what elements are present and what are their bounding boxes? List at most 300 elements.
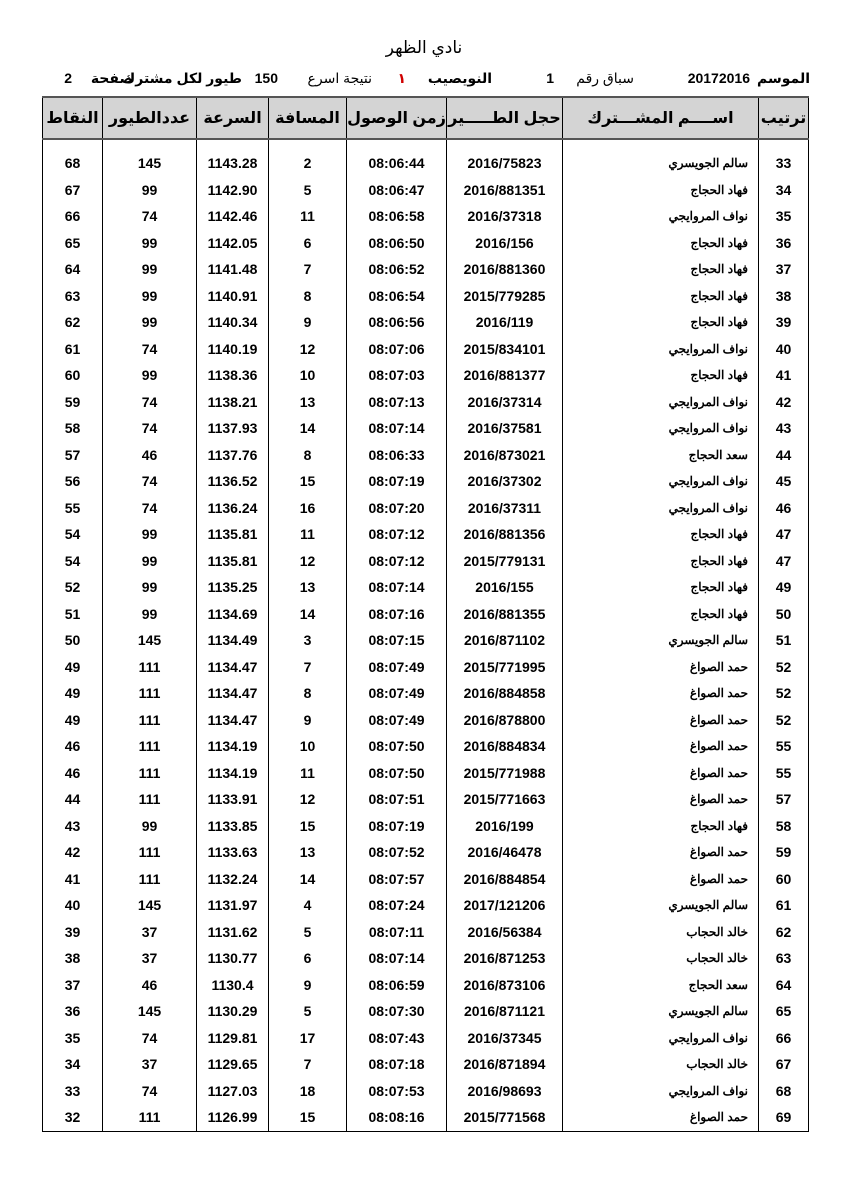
table-row [43,839,809,866]
cell-speed: 1133.91 [197,786,269,813]
cell-distance: 3 [269,627,347,654]
cell-speed: 1136.52 [197,468,269,495]
cell-rank: 57 [759,786,809,813]
table-row [43,627,809,654]
cell-ring: 2017/121206 [447,892,563,919]
cell-distance: 2 [269,139,347,177]
col-time: زمن الوصول [347,97,447,139]
cell-name: حمد الصواغ [563,733,759,760]
table-row [43,309,809,336]
table-row [43,283,809,310]
cell-points: 56 [43,468,103,495]
table-row [43,362,809,389]
cell-name: حمد الصواغ [563,839,759,866]
cell-speed: 1135.25 [197,574,269,601]
table-row [43,786,809,813]
cell-speed: 1129.65 [197,1051,269,1078]
table-row [43,495,809,522]
cell-points: 50 [43,627,103,654]
table-row [43,1104,809,1131]
cell-speed: 1140.91 [197,283,269,310]
col-rank: ترتيب [759,97,809,139]
cell-ring: 2016/37314 [447,389,563,416]
cell-name: فهاد الحجاج [563,230,759,257]
cell-rank: 63 [759,945,809,972]
cell-name: حمد الصواغ [563,707,759,734]
cell-speed: 1134.19 [197,760,269,787]
cell-speed: 1138.36 [197,362,269,389]
cell-birds: 99 [103,521,197,548]
cell-ring: 2016/884834 [447,733,563,760]
cell-name: فهاد الحجاج [563,574,759,601]
cell-time: 08:07:19 [347,813,447,840]
cell-birds: 111 [103,680,197,707]
cell-time: 08:06:50 [347,230,447,257]
cell-ring: 2015/834101 [447,336,563,363]
cell-distance: 15 [269,468,347,495]
cell-name: فهاد الحجاج [563,177,759,204]
cell-speed: 1142.90 [197,177,269,204]
cell-rank: 42 [759,389,809,416]
cell-name: فهاد الحجاج [563,601,759,628]
race-number: 1 [546,70,554,86]
cell-points: 41 [43,866,103,893]
cell-distance: 12 [269,336,347,363]
cell-name: سعد الحجاج [563,442,759,469]
cell-ring: 2016/871894 [447,1051,563,1078]
cell-time: 08:08:16 [347,1104,447,1131]
results-table [42,96,809,1132]
cell-birds: 37 [103,919,197,946]
cell-ring: 2016/37581 [447,415,563,442]
table-row [43,707,809,734]
cell-time: 08:07:49 [347,707,447,734]
cell-name: سالم الجويسري [563,998,759,1025]
col-distance: المسافة [269,97,347,139]
cell-points: 59 [43,389,103,416]
club-title: نادي الظهر [385,38,463,57]
cell-ring: 2016/881360 [447,256,563,283]
cell-ring: 2016/46478 [447,839,563,866]
cell-name: حمد الصواغ [563,866,759,893]
cell-distance: 11 [269,521,347,548]
cell-speed: 1132.24 [197,866,269,893]
cell-name: فهاد الحجاج [563,309,759,336]
cell-ring: 2016/871102 [447,627,563,654]
table-row [43,389,809,416]
cell-name: نواف المروايجي [563,1025,759,1052]
table-row [43,813,809,840]
cell-rank: 51 [759,627,809,654]
cell-name: خالد الحجاب [563,919,759,946]
cell-time: 08:07:15 [347,627,447,654]
cell-birds: 111 [103,733,197,760]
cell-birds: 99 [103,548,197,575]
header-row [43,97,809,139]
cell-rank: 67 [759,1051,809,1078]
cell-distance: 5 [269,998,347,1025]
cell-speed: 1141.48 [197,256,269,283]
cell-time: 08:06:59 [347,972,447,999]
cell-time: 08:07:14 [347,574,447,601]
cell-rank: 68 [759,1078,809,1105]
cell-rank: 33 [759,139,809,177]
cell-birds: 99 [103,309,197,336]
cell-ring: 2016/871253 [447,945,563,972]
cell-name: حمد الصواغ [563,680,759,707]
cell-distance: 8 [269,442,347,469]
cell-time: 08:06:54 [347,283,447,310]
table-row [43,468,809,495]
cell-speed: 1133.63 [197,839,269,866]
cell-rank: 69 [759,1104,809,1131]
cell-birds: 111 [103,866,197,893]
table-row [43,1078,809,1105]
table-row [43,892,809,919]
cell-speed: 1140.19 [197,336,269,363]
result-count: 150 [254,70,278,86]
cell-name: حمد الصواغ [563,1104,759,1131]
cell-rank: 35 [759,203,809,230]
page-label: صفحة [90,70,133,86]
cell-ring: 2016/37318 [447,203,563,230]
cell-name: فهاد الحجاج [563,256,759,283]
cell-points: 38 [43,945,103,972]
cell-time: 08:06:58 [347,203,447,230]
cell-name: سالم الجويسري [563,892,759,919]
table-row [43,336,809,363]
cell-distance: 11 [269,203,347,230]
cell-rank: 52 [759,654,809,681]
cell-ring: 2016/881355 [447,601,563,628]
cell-speed: 1135.81 [197,521,269,548]
cell-ring: 2016/881351 [447,177,563,204]
cell-birds: 111 [103,707,197,734]
cell-birds: 145 [103,892,197,919]
cell-time: 08:07:30 [347,998,447,1025]
table-row [43,972,809,999]
cell-time: 08:07:12 [347,521,447,548]
cell-distance: 9 [269,972,347,999]
cell-ring: 2016/75823 [447,139,563,177]
cell-points: 63 [43,283,103,310]
cell-rank: 52 [759,707,809,734]
cell-points: 55 [43,495,103,522]
location-mark: ١ [397,70,406,86]
cell-time: 08:07:06 [347,336,447,363]
cell-ring: 2016/56384 [447,919,563,946]
cell-distance: 13 [269,574,347,601]
cell-speed: 1136.24 [197,495,269,522]
cell-birds: 74 [103,1025,197,1052]
cell-distance: 13 [269,389,347,416]
cell-rank: 58 [759,813,809,840]
cell-name: فهاد الحجاج [563,548,759,575]
cell-distance: 7 [269,654,347,681]
cell-birds: 145 [103,998,197,1025]
cell-name: فهاد الحجاج [563,283,759,310]
cell-name: سالم الجويسري [563,627,759,654]
cell-rank: 44 [759,442,809,469]
table-row [43,998,809,1025]
cell-distance: 5 [269,177,347,204]
cell-distance: 15 [269,813,347,840]
cell-ring: 2016/37345 [447,1025,563,1052]
cell-ring: 2016/37311 [447,495,563,522]
cell-rank: 37 [759,256,809,283]
cell-birds: 46 [103,442,197,469]
cell-ring: 2016/878800 [447,707,563,734]
cell-speed: 1134.19 [197,733,269,760]
table-row [43,760,809,787]
cell-rank: 47 [759,521,809,548]
cell-rank: 59 [759,839,809,866]
cell-name: خالد الحجاب [563,945,759,972]
cell-distance: 7 [269,256,347,283]
cell-birds: 111 [103,839,197,866]
cell-speed: 1126.99 [197,1104,269,1131]
cell-time: 08:07:43 [347,1025,447,1052]
cell-time: 08:07:49 [347,654,447,681]
table-row [43,139,809,177]
cell-points: 49 [43,707,103,734]
cell-birds: 74 [103,1078,197,1105]
cell-points: 60 [43,362,103,389]
cell-time: 08:07:19 [347,468,447,495]
cell-name: نواف المروايجي [563,415,759,442]
cell-time: 08:07:16 [347,601,447,628]
cell-time: 08:06:56 [347,309,447,336]
cell-speed: 1131.97 [197,892,269,919]
cell-points: 49 [43,654,103,681]
cell-points: 40 [43,892,103,919]
cell-time: 08:07:20 [347,495,447,522]
cell-time: 08:07:24 [347,892,447,919]
cell-speed: 1130.77 [197,945,269,972]
table-row [43,1025,809,1052]
cell-rank: 62 [759,919,809,946]
cell-name: حمد الصواغ [563,786,759,813]
race-info-line [50,70,810,92]
cell-speed: 1140.34 [197,309,269,336]
cell-speed: 1134.47 [197,654,269,681]
cell-ring: 2016/873021 [447,442,563,469]
cell-rank: 46 [759,495,809,522]
cell-birds: 74 [103,389,197,416]
per-member-label: طيور لكل مشترك [122,70,242,86]
cell-time: 08:07:53 [347,1078,447,1105]
cell-ring: 2016/884858 [447,680,563,707]
cell-points: 68 [43,139,103,177]
cell-birds: 74 [103,495,197,522]
cell-birds: 99 [103,256,197,283]
cell-name: فهاد الحجاج [563,813,759,840]
cell-ring: 2016/119 [447,309,563,336]
cell-birds: 145 [103,627,197,654]
cell-speed: 1143.28 [197,139,269,177]
cell-time: 08:07:13 [347,389,447,416]
cell-distance: 16 [269,495,347,522]
cell-speed: 1134.47 [197,707,269,734]
table-row [43,866,809,893]
cell-points: 66 [43,203,103,230]
cell-time: 08:07:03 [347,362,447,389]
cell-ring: 2016/156 [447,230,563,257]
cell-name: نواف المروايجي [563,336,759,363]
cell-distance: 17 [269,1025,347,1052]
cell-distance: 14 [269,866,347,893]
cell-speed: 1134.69 [197,601,269,628]
cell-ring: 2015/771568 [447,1104,563,1131]
cell-time: 08:07:51 [347,786,447,813]
location: النويصيب [427,70,492,86]
cell-points: 52 [43,574,103,601]
cell-distance: 9 [269,707,347,734]
cell-birds: 37 [103,945,197,972]
cell-name: خالد الحجاب [563,1051,759,1078]
table-row [43,230,809,257]
table-row [43,203,809,230]
table-row [43,256,809,283]
cell-birds: 99 [103,574,197,601]
cell-ring: 2016/873106 [447,972,563,999]
cell-time: 08:07:52 [347,839,447,866]
cell-points: 58 [43,415,103,442]
cell-rank: 60 [759,866,809,893]
cell-points: 49 [43,680,103,707]
cell-speed: 1130.4 [197,972,269,999]
table-row [43,919,809,946]
cell-points: 54 [43,521,103,548]
cell-distance: 8 [269,680,347,707]
cell-points: 35 [43,1025,103,1052]
col-speed: السرعة [197,97,269,139]
table-row [43,601,809,628]
cell-points: 39 [43,919,103,946]
cell-name: سعد الحجاج [563,972,759,999]
col-ring: حجل الطـــــير [447,97,563,139]
cell-distance: 5 [269,919,347,946]
cell-ring: 2015/771988 [447,760,563,787]
cell-birds: 99 [103,230,197,257]
cell-ring: 2016/199 [447,813,563,840]
cell-ring: 2016/881356 [447,521,563,548]
cell-points: 61 [43,336,103,363]
result-label: نتيجة اسرع [307,70,372,86]
cell-distance: 10 [269,733,347,760]
cell-birds: 111 [103,1104,197,1131]
cell-points: 33 [43,1078,103,1105]
cell-ring: 2016/98693 [447,1078,563,1105]
cell-rank: 65 [759,998,809,1025]
cell-time: 08:07:49 [347,680,447,707]
cell-time: 08:07:11 [347,919,447,946]
cell-ring: 2016/155 [447,574,563,601]
cell-time: 08:06:52 [347,256,447,283]
cell-speed: 1131.62 [197,919,269,946]
cell-speed: 1127.03 [197,1078,269,1105]
col-points: النقاط [43,97,103,139]
cell-points: 36 [43,998,103,1025]
cell-rank: 45 [759,468,809,495]
cell-rank: 61 [759,892,809,919]
cell-ring: 2015/771663 [447,786,563,813]
col-birds: عددالطيور [103,97,197,139]
cell-distance: 11 [269,760,347,787]
cell-rank: 41 [759,362,809,389]
cell-distance: 7 [269,1051,347,1078]
cell-speed: 1133.85 [197,813,269,840]
table-row [43,415,809,442]
cell-time: 08:07:50 [347,760,447,787]
cell-rank: 50 [759,601,809,628]
table-row [43,945,809,972]
cell-speed: 1137.93 [197,415,269,442]
cell-points: 64 [43,256,103,283]
table-row [43,548,809,575]
cell-points: 51 [43,601,103,628]
cell-birds: 99 [103,177,197,204]
cell-birds: 145 [103,139,197,177]
cell-ring: 2015/779285 [447,283,563,310]
cell-distance: 12 [269,786,347,813]
cell-ring: 2015/779131 [447,548,563,575]
cell-points: 57 [43,442,103,469]
cell-rank: 55 [759,760,809,787]
col-name: اســــم المشـــترك [563,97,759,139]
cell-points: 46 [43,733,103,760]
cell-time: 08:06:33 [347,442,447,469]
cell-speed: 1142.05 [197,230,269,257]
cell-points: 34 [43,1051,103,1078]
cell-rank: 49 [759,574,809,601]
cell-birds: 111 [103,654,197,681]
cell-distance: 14 [269,415,347,442]
cell-speed: 1134.49 [197,627,269,654]
cell-distance: 6 [269,945,347,972]
cell-rank: 39 [759,309,809,336]
cell-points: 46 [43,760,103,787]
cell-distance: 13 [269,839,347,866]
season-value: 20172016 [687,70,750,86]
cell-time: 08:07:12 [347,548,447,575]
cell-ring: 2016/37302 [447,468,563,495]
cell-birds: 99 [103,283,197,310]
table-row [43,177,809,204]
cell-speed: 1137.76 [197,442,269,469]
cell-birds: 37 [103,1051,197,1078]
cell-ring: 2016/871121 [447,998,563,1025]
cell-name: فهاد الحجاج [563,521,759,548]
cell-name: نواف المروايجي [563,468,759,495]
cell-birds: 99 [103,362,197,389]
cell-speed: 1129.81 [197,1025,269,1052]
season-label: الموسم [757,70,810,86]
cell-name: سالم الجويسري [563,139,759,177]
cell-ring: 2016/884854 [447,866,563,893]
cell-distance: 14 [269,601,347,628]
cell-time: 08:07:57 [347,866,447,893]
cell-points: 65 [43,230,103,257]
cell-rank: 66 [759,1025,809,1052]
cell-ring: 2016/881377 [447,362,563,389]
cell-points: 54 [43,548,103,575]
cell-birds: 111 [103,760,197,787]
table-row [43,733,809,760]
cell-birds: 74 [103,203,197,230]
cell-time: 08:06:47 [347,177,447,204]
cell-rank: 40 [759,336,809,363]
